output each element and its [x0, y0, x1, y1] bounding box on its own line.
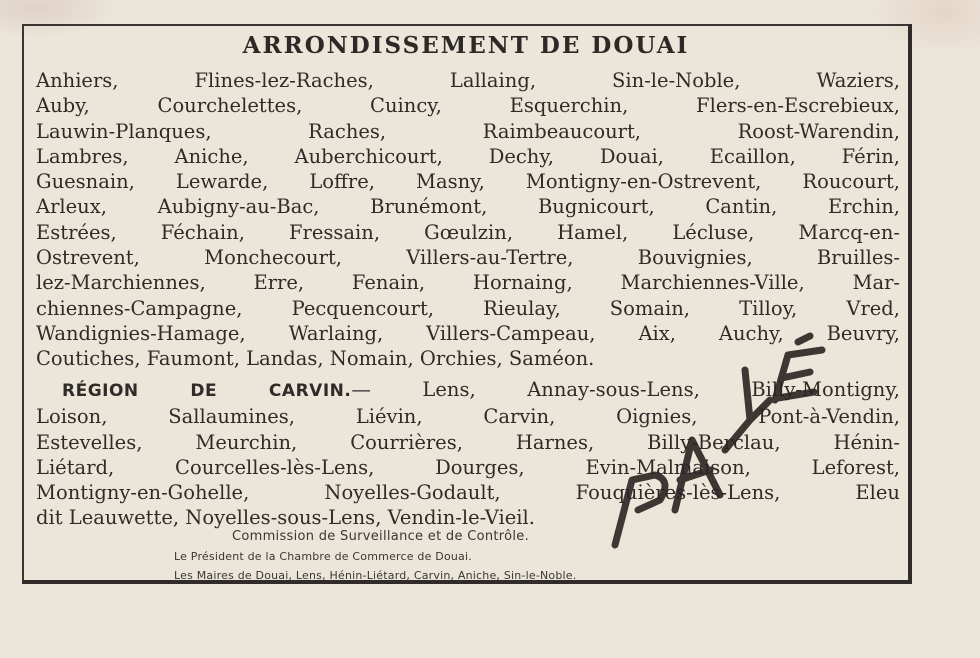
region-dash: — — [351, 378, 371, 401]
signature-block — [174, 529, 576, 582]
president-line: Le Président de la Chambre de Commerce de Douai. — [174, 550, 472, 563]
list-line: lez-Marchiennes, Erre, Fenain, Hornaing, Marchiennes-Ville, Mar- — [36, 271, 900, 295]
commission-line: Commission de Surveillance et de Contrôle. — [232, 529, 530, 544]
region-first-line — [36, 377, 900, 404]
list-line: Arleux, Aubigny-au-Bac, Brunémont, Bugnicourt, Cantin, Erchin, — [36, 195, 900, 219]
region-first-communes: Lens, Annay-sous-Lens, Billy-Montigny, — [422, 378, 900, 401]
douai-communes-list — [36, 68, 900, 372]
list-line: Anhiers, Flines-lez-Raches, Lallaing, Sin-le-Noble, Waziers, — [36, 69, 900, 92]
list-line: Liétard, Courcelles-lès-Lens, Dourges, Evin-Malmaison, Leforest, — [36, 455, 900, 479]
list-line: dit Leauwette, Noyelles-sous-Lens, Vendin-le-Vieil. — [36, 506, 535, 530]
list-line: chiennes-Campagne, Pecquencourt, Rieulay, Somain, Tilloy, Vred, — [36, 296, 900, 320]
list-line: Auby, Courchelettes, Cuincy, Esquerchin, Flers-en-Escrebieux, — [36, 94, 900, 118]
list-line: Wandignies-Hamage, Warlaing, Villers-Campeau, Aix, Auchy, Beuvry, — [36, 321, 900, 345]
list-line: Montigny-en-Gohelle, Noyelles-Godault, Fouquières-lès-Lens, Eleu — [36, 481, 900, 505]
mayors-line: Les Maires de Douai, Lens, Hénin-Liétard, Carvin, Aniche, Sin-le-Noble. — [174, 569, 577, 582]
document-card — [22, 24, 912, 584]
document-title: ARRONDISSEMENT DE DOUAI — [242, 32, 690, 59]
list-line: Estevelles, Meurchin, Courrières, Harnes, Billy-Berclau, Hénin- — [36, 430, 900, 454]
list-line: Coutiches, Faumont, Landas, Nomain, Orchies, Saméon. — [36, 347, 595, 371]
list-line: Ostrevent, Monchecourt, Villers-au-Tertre, Bouvignies, Bruilles- — [36, 246, 900, 270]
list-line: Loison, Sallaumines, Liévin, Carvin, Oignies, Pont-à-Vendin, — [36, 405, 900, 429]
list-line: Lambres, Aniche, Auberchicourt, Dechy, Douai, Ecaillon, Férin, — [36, 144, 900, 168]
list-line: Estrées, Féchain, Fressain, Gœulzin, Hamel, Lécluse, Marcq-en- — [36, 220, 900, 244]
list-line: Guesnain, Lewarde, Loffre, Masny, Montigny-en-Ostrevent, Roucourt, — [36, 170, 900, 194]
carvin-region-list — [36, 377, 900, 531]
region-label: RÉGION DE CARVIN. — [62, 381, 352, 401]
list-line: Lauwin-Planques, Raches, Raimbeaucourt, Roost-Warendin, — [36, 119, 900, 143]
